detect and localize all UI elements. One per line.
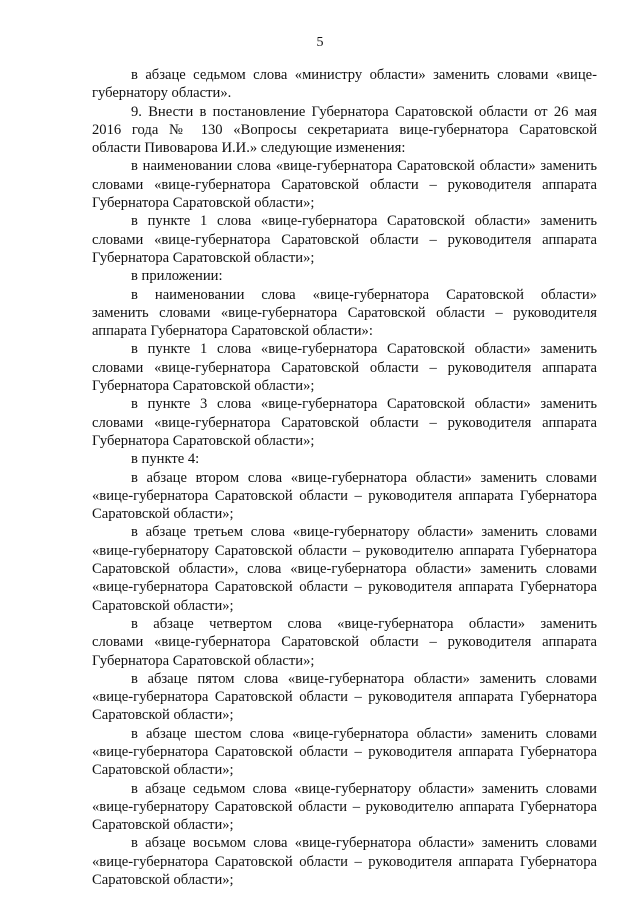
text-line: в пункте 3 слова «вице-губернатора Саратовской области» заменить xyxy=(131,396,597,413)
text-line: Саратовской области»; xyxy=(92,762,234,779)
text-line: в абзаце седьмом слова «министру области» заменить словами «вице- xyxy=(131,67,597,83)
text-line: в пункте 4: xyxy=(131,451,200,468)
text-line: 9. Внести в постановление Губернатора Саратовской области от 26 мая xyxy=(131,103,597,120)
text-line: «вице-губернатора Саратовской области – руководителя аппарата Губернатора xyxy=(92,487,597,504)
text-line: словами «вице-губернатора Саратовской области – руководителя аппарата xyxy=(92,634,597,651)
text-line: в абзаце пятом слова «вице-губернатора области» заменить словами xyxy=(131,670,597,687)
text-line: словами «вице-губернатора Саратовской области – руководителя аппарата xyxy=(92,359,597,376)
text-line: словами «вице-губернатора Саратовской области – руководителя аппарата xyxy=(92,414,597,431)
text-line: Саратовской области»; xyxy=(92,817,234,834)
text-line: губернатору области». xyxy=(92,85,232,102)
text-line: «вице-губернатору Саратовской области – руководителю аппарата Губернатора xyxy=(92,798,597,815)
text-line: Губернатора Саратовской области»; xyxy=(92,378,315,395)
text-line: в абзаце шестом слова «вице-губернатора области» заменить словами xyxy=(131,725,597,742)
text-line: Саратовской области»; xyxy=(92,597,234,614)
text-line: в приложении: xyxy=(131,268,223,285)
text-line: аппарата Губернатора Саратовской области»: xyxy=(92,323,373,340)
text-line: в наименовании слова «вице-губернатора Саратовской области» заменить xyxy=(131,158,597,175)
document-body xyxy=(92,66,597,889)
text-line: в абзаце восьмом слова «вице-губернатора области» заменить словами xyxy=(131,835,597,852)
text-line: словами «вице-губернатора Саратовской области – руководителя аппарата xyxy=(92,231,597,248)
text-line: «вице-губернатора Саратовской области – руководителя аппарата Губернатора xyxy=(92,689,597,706)
text-line: заменить словами «вице-губернатора Саратовской области – руководителя xyxy=(92,304,597,321)
text-line: «вице-губернатора Саратовской области – руководителя аппарата Губернатора xyxy=(92,579,597,596)
text-line: Губернатора Саратовской области»; xyxy=(92,195,315,212)
text-line: в абзаце четвертом слова «вице-губернатора области» заменить xyxy=(131,615,597,632)
text-line: «вице-губернатора Саратовской области – руководителя аппарата Губернатора xyxy=(92,743,597,760)
text-line: в пункте 1 слова «вице-губернатора Саратовской области» заменить xyxy=(131,341,597,358)
text-line: в наименовании слова «вице-губернатора Саратовской области» xyxy=(131,286,597,303)
text-line: Саратовской области», слова «вице-губернатора области» заменить словами xyxy=(92,561,597,578)
text-line: «вице-губернатора Саратовской области – руководителя аппарата Губернатора xyxy=(92,853,597,870)
text-line: Губернатора Саратовской области»; xyxy=(92,432,315,449)
text-line: в абзаце втором слова «вице-губернатора области» заменить словами xyxy=(131,469,597,486)
text-line: Губернатора Саратовской области»; xyxy=(92,249,315,266)
text-line: в абзаце седьмом слова «вице-губернатору области» заменить словами xyxy=(131,780,597,797)
text-line: в абзаце третьем слова «вице-губернатору области» заменить словами xyxy=(131,524,597,541)
text-line: «вице-губернатору Саратовской области – руководителю аппарата Губернатора xyxy=(92,542,597,559)
text-line: области Пивоварова И.И.» следующие изменения: xyxy=(92,140,406,157)
text-line: Губернатора Саратовской области»; xyxy=(92,652,315,669)
text-line: 2016 года № 130 «Вопросы секретариата вице-губернатора Саратовской xyxy=(92,121,597,138)
text-line: словами «вице-губернатора Саратовской области – руководителя аппарата xyxy=(92,176,597,193)
text-line: Саратовской области»; xyxy=(92,506,234,523)
page-number: 5 xyxy=(316,35,324,50)
text-line: Саратовской области»; xyxy=(92,872,234,889)
text-line: Саратовской области»; xyxy=(92,707,234,724)
text-line: в пункте 1 слова «вице-губернатора Саратовской области» заменить xyxy=(131,213,597,230)
